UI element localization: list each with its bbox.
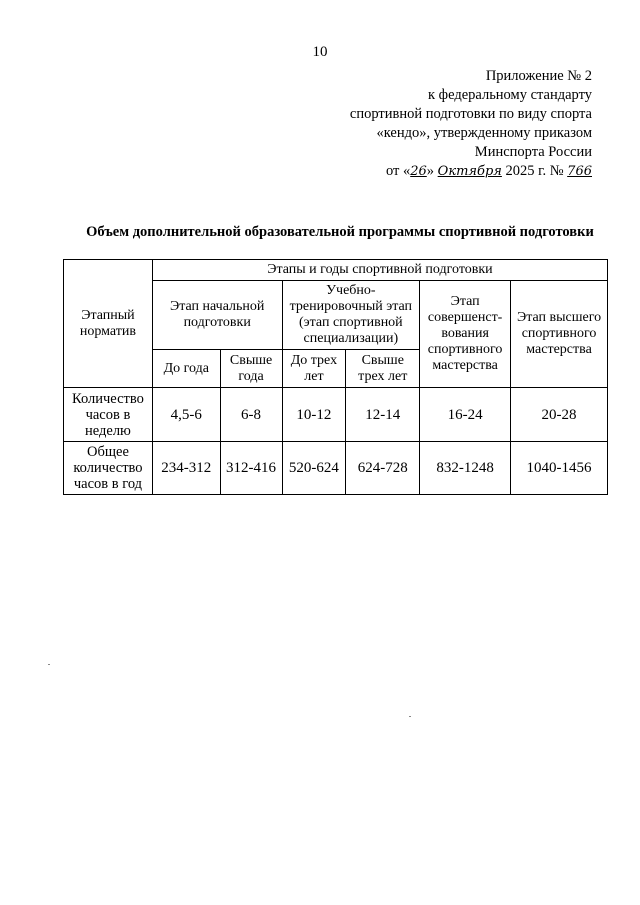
table-row xyxy=(64,442,608,495)
handwritten-number: 766 xyxy=(567,164,592,179)
program-volume-table xyxy=(63,259,608,495)
page-number: 10 xyxy=(312,44,328,60)
subheader-year-cell: До трех лет xyxy=(282,350,346,388)
header-stage-higher: Этап высшего спортивного мастерства xyxy=(511,281,608,388)
appendix-header xyxy=(350,67,592,181)
order-date-line xyxy=(350,162,592,181)
table-cell: 312-416 xyxy=(220,442,282,495)
table-cell: 6-8 xyxy=(220,388,282,442)
table-cell: 234-312 xyxy=(152,442,220,495)
date-mid: » xyxy=(426,163,435,179)
appendix-line: Минспорта России xyxy=(474,144,592,160)
row-label: Количество часов в неделю xyxy=(64,388,153,442)
subheader-year-cell: Свыше года xyxy=(220,350,282,388)
header-stage-improvement: Этап совершенст-вования спортивного мастерства xyxy=(420,281,511,388)
header-norm: Этапный норматив xyxy=(64,260,153,388)
table-cell: 20-28 xyxy=(511,388,608,442)
appendix-line: к федеральному стандарту xyxy=(428,87,592,103)
subheader-year-cell: До года xyxy=(152,350,220,388)
appendix-line: «кендо», утвержденному приказом xyxy=(376,125,592,141)
header-stage-initial: Этап начальной подготовки xyxy=(152,281,282,350)
table-cell: 624-728 xyxy=(346,442,420,495)
table-cell: 1040-1456 xyxy=(511,442,608,495)
date-prefix: от « xyxy=(385,163,411,179)
subheader-year-cell: Свыше трех лет xyxy=(346,350,420,388)
appendix-line: спортивной подготовки по виду спорта xyxy=(349,106,592,122)
date-year: 2025 г. № xyxy=(505,163,564,179)
table-row xyxy=(64,388,608,442)
scan-speck xyxy=(409,716,411,717)
appendix-line: Приложение № 2 xyxy=(485,68,592,84)
row-label: Общее количество часов в год xyxy=(64,442,153,495)
table-cell: 10-12 xyxy=(282,388,346,442)
header-stage-training: Учебно-тренировочный этап (этап спортивной специализации) xyxy=(282,281,420,350)
handwritten-day: 26 xyxy=(410,164,427,179)
scan-speck xyxy=(48,664,50,665)
table-cell: 12-14 xyxy=(346,388,420,442)
table-cell: 4,5-6 xyxy=(152,388,220,442)
table-cell: 520-624 xyxy=(282,442,346,495)
handwritten-month: Октября xyxy=(437,164,502,179)
header-stages-group: Этапы и годы спортивной подготовки xyxy=(152,260,607,281)
table-cell: 832-1248 xyxy=(420,442,511,495)
document-title: Объем дополнительной образовательной программы спортивной подготовки xyxy=(86,224,594,240)
table-cell: 16-24 xyxy=(420,388,511,442)
